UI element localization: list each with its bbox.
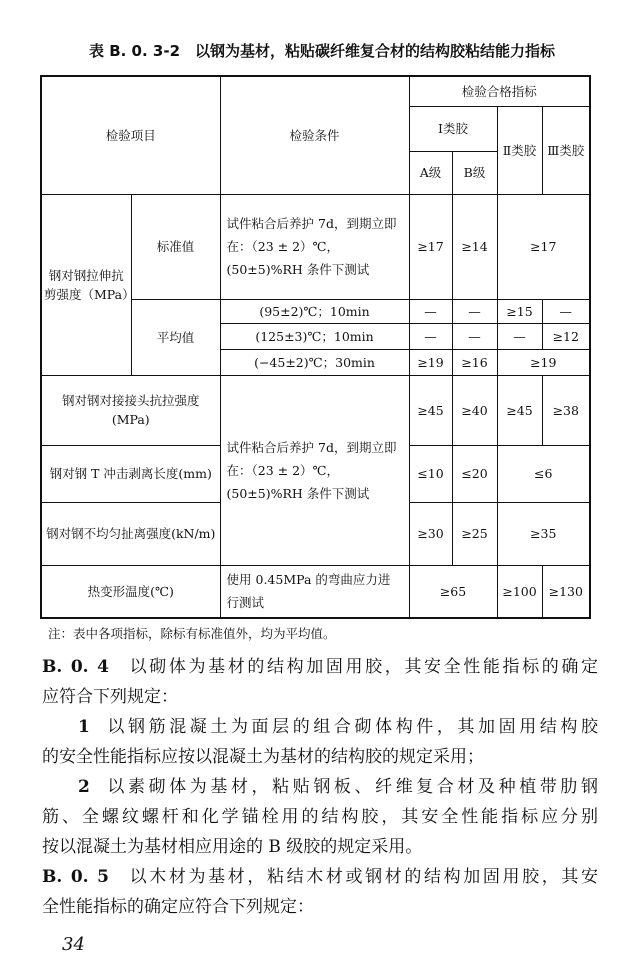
cell: 钢对钢对接接头抗拉强度(MPa): [41, 375, 220, 445]
header-grade-a: A级: [409, 151, 452, 194]
cell: 钢对钢 T 冲击剥离长度(mm): [41, 445, 220, 502]
table-note: 注：表中各项指标，除标有标准值外，均为平均值。: [48, 626, 336, 641]
text-line: 的安全性能指标应按以混凝土为基材的结构胶的规定采用；: [42, 747, 484, 767]
text-line: 筋、全螺纹螺杆和化学锚栓用的结构胶，其安全性能指标应分别: [42, 807, 598, 827]
text-line: 以木材为基材，粘结木材或钢材的结构加固用胶，其安: [126, 867, 599, 887]
text-line: 以素砌体为基材，粘贴钢板、纤维复合材及种植带肋钢: [103, 777, 598, 797]
header-item: 检验项目: [41, 76, 220, 194]
cell: ≥40: [452, 375, 497, 445]
cell: ≥12: [542, 323, 590, 349]
cell: ≥35: [497, 502, 590, 565]
cond-cure: 试件粘合后养护 7d，到期立即在：（23 ± 2）℃，(50±5)%RH 条件下测试: [220, 194, 409, 299]
text-line: 按以混凝土为基材相应用途的 B 级胶的规定采用。: [42, 837, 423, 857]
cell: ≥17: [497, 194, 590, 299]
std-label: 标准值: [131, 194, 220, 299]
header-grade-b: B级: [452, 151, 497, 194]
header-class2: Ⅱ类胶: [497, 106, 542, 194]
cell: ≥19: [409, 349, 452, 375]
text-line: 以砌体为基材的结构加固用胶，其安全性能指标的确定: [126, 657, 599, 677]
body-text: [42, 652, 598, 922]
cell: —: [497, 323, 542, 349]
cell: —: [452, 323, 497, 349]
cell: —: [409, 299, 452, 323]
cell: ≥17: [409, 194, 452, 299]
text-line: 应符合下列规定：: [42, 687, 178, 707]
cell: —: [452, 299, 497, 323]
cell: ≥65: [409, 565, 497, 618]
cell: ≥19: [497, 349, 590, 375]
cell: (95±2)℃；10min: [220, 299, 409, 323]
cell: 钢对钢不均匀扯离强度(kN/m): [41, 502, 220, 565]
cell: ≥15: [497, 299, 542, 323]
table-row: [41, 194, 590, 299]
header-class1: Ⅰ类胶: [409, 106, 497, 151]
cell: (125±3)℃；10min: [220, 323, 409, 349]
adhesive-performance-table: [40, 75, 591, 619]
cell: —: [409, 323, 452, 349]
cell: (−45±2)℃；30min: [220, 349, 409, 375]
page-number: 34: [62, 934, 85, 955]
table-row: [41, 565, 590, 618]
cell: ≥100: [497, 565, 542, 618]
cell: ≥30: [409, 502, 452, 565]
cell: ≤6: [497, 445, 590, 502]
cell: ≥130: [542, 565, 590, 618]
cell: 使用 0.45MPa 的弯曲应力进行测试: [220, 565, 409, 618]
cell: ≥45: [409, 375, 452, 445]
text-line: 全性能指标的确定应符合下列规定：: [42, 897, 314, 917]
shear-label: 钢对钢拉伸抗剪强度（MPa）: [41, 194, 131, 375]
cell: —: [542, 299, 590, 323]
text-line: 以钢筋混凝土为面层的组合砌体构件，其加固用结构胶: [103, 717, 598, 737]
cell: ≥25: [452, 502, 497, 565]
header-class3: Ⅲ类胶: [542, 106, 590, 194]
cell: 热变形温度(℃): [41, 565, 220, 618]
cell: ≤10: [409, 445, 452, 502]
item-number: 1: [78, 717, 90, 737]
avg-label: 平均值: [131, 299, 220, 375]
cell: ≤20: [452, 445, 497, 502]
header-qualified: 检验合格指标: [409, 76, 590, 106]
item-number: 2: [78, 777, 90, 797]
cell: ≥38: [542, 375, 590, 445]
section-number: B. 0. 4: [42, 657, 109, 677]
header-condition: 检验条件: [220, 76, 409, 194]
cell: ≥16: [452, 349, 497, 375]
table-row: [41, 375, 590, 445]
section-number: B. 0. 5: [42, 867, 109, 887]
table-title: 表 B. 0. 3-2 以钢为基材，粘贴碳纤维复合材的结构胶粘结能力指标: [88, 42, 556, 60]
cell: ≥45: [497, 375, 542, 445]
cell: ≥14: [452, 194, 497, 299]
cond-cure: 试件粘合后养护 7d，到期立即在：（23 ± 2）℃，(50±5)%RH 条件下测试: [220, 375, 409, 565]
